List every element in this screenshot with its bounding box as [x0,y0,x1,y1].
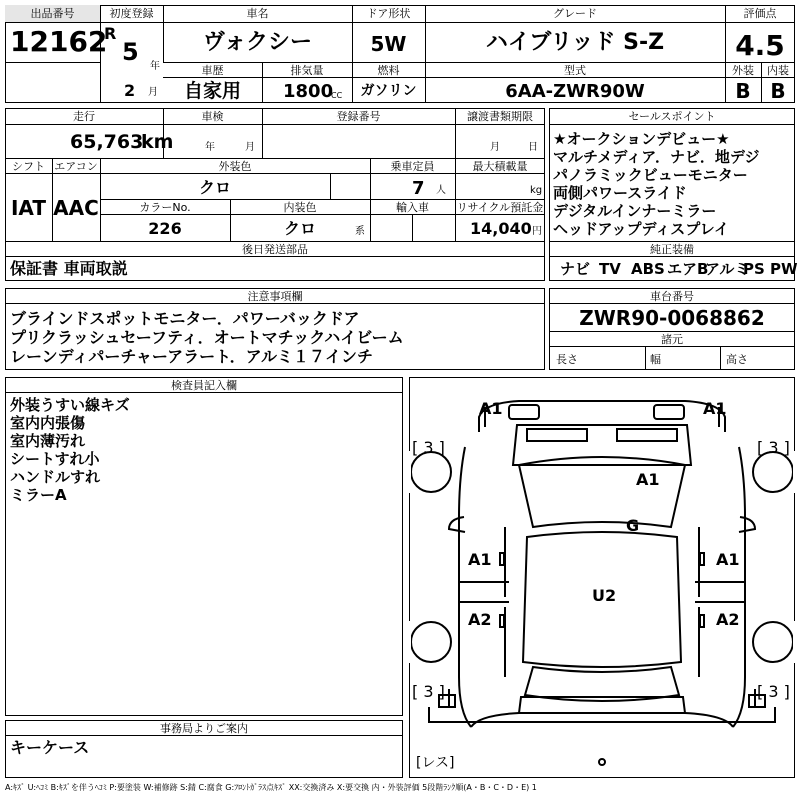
ext-color-label: 外装色 [218,160,252,173]
chassis-number: ZWR90-0068862 [579,306,765,330]
grade-label: グレード [553,7,597,20]
equipment-item: PW [770,260,798,278]
notes-label: 注意事項欄 [247,290,303,303]
transfer-day-unit: 日 [528,142,538,153]
capacity-label: 乗車定員 [390,160,435,173]
mileage-label: 走行 [73,110,95,123]
displacement-label: 排気量 [290,64,324,77]
equipment-item: エアB [667,260,709,278]
transfer-docs-label: 譲渡書類期限 [467,110,533,123]
shift: IAT [10,196,46,220]
office-label: 事務局よりご案内 [160,722,248,735]
inspection-label: 車検 [201,110,224,123]
notes-list [10,309,404,366]
capacity-unit: 人 [436,185,446,196]
sales-point: ★オークションデビュー★ [553,130,730,148]
inspector-line: 外装うすい線キズ [10,396,130,414]
legend: A:ｷｽﾞ U:ﾍｺﾐ B:ｷｽﾞを伴うﾍｺﾐ P:要塗装 W:補修跡 S:錆 C:腐食 G:ﾌﾛﾝﾄｶﾞﾗｽ点ｷｽﾞ XX:交換済み X:要交換 内・外装評価 5段階ﾗﾝｸ順(A・B・C・D・E) 1 [5,783,537,792]
int-color-label: 内装色 [283,201,317,214]
height-label: 高さ [726,353,748,366]
displacement-unit: CC [331,91,343,100]
shift-label: シフト [12,160,45,173]
color-no: 226 [148,219,182,238]
doors: 5W [370,32,407,56]
int-color: クロ [283,219,316,238]
inspector-line: 室内内張傷 [10,414,86,432]
equipment-item: アルミ [705,260,750,278]
interior-grade: B [770,79,786,103]
color-no-label: カラーNo. [139,201,191,214]
sales-point: パノラミックビューモニター [553,166,748,184]
inspector-line: ミラーA [10,486,67,504]
equipment-item: ナビ [560,260,591,278]
later-parts: 保証書 車両取説 [10,259,128,278]
lot-number-label: 出品番号 [30,7,75,20]
sales-point: ヘッドアップディスプレイ [553,220,729,238]
first-reg-label: 初度登録 [109,7,154,20]
model-code-label: 型式 [564,64,586,77]
damage-mark: U2 [592,586,617,605]
equipment-label: 純正装備 [650,243,694,256]
inspector-label: 検査員記入欄 [171,379,237,392]
era: R [104,24,117,43]
year-unit: 年 [150,61,160,72]
spare-label: [レス] [416,755,455,771]
equipment-item: ABS [631,260,665,278]
damage-mark: G [626,516,640,535]
history-label: 車歴 [201,64,224,77]
damage-mark: A1 [636,470,660,489]
damage-mark: A2 [468,610,492,629]
note-line: ブラインドスポットモニター．パワーバックドア [10,309,360,328]
recycle: 14,040 [470,219,532,238]
lot-number: 12162 [10,25,108,58]
damage-mark: A1 [716,550,740,569]
int-color-unit: 系 [355,226,365,237]
inspector-notes [10,396,130,504]
sales-point: マルチメディア．ナビ．地デジ [553,148,760,166]
car-diagram [409,377,795,778]
recycle-label: リサイクル預託金 [456,201,544,214]
note-line: レーンディパーチャーアラート．アルミ１７インチ [10,347,374,366]
tire-label: [ 3 ] [757,682,790,701]
exterior-grade: B [735,79,751,103]
grade: ハイブリッド S-Z [485,30,665,55]
score-label: 評価点 [743,7,777,20]
fuel: ガソリン [360,83,417,99]
note-line: プリクラッシュセーフティ．オートマチックハイビーム [10,328,404,347]
damage-mark: A2 [716,610,740,629]
mileage: 65,763 [70,131,144,153]
fuel-label: 燃料 [377,64,400,77]
max-load-label: 最大積載量 [472,160,528,173]
ac-label: エアコン [54,160,98,173]
reg-year: 5 [122,38,139,66]
tire-label: [ 3 ] [412,438,445,457]
sales-points-list [553,130,760,238]
office-text: キーケース [10,738,90,757]
doors-label: ドア形状 [366,7,411,20]
month-unit: 月 [148,87,158,98]
damage-mark: A1 [703,399,727,418]
chassis-label: 車台番号 [650,290,694,303]
damage-mark: A1 [468,550,492,569]
model-code: 6AA-ZWR90W [505,81,645,102]
max-load-unit: kg [530,185,543,196]
car-name: ヴォクシー [202,30,313,55]
score: 4.5 [735,29,785,62]
ext-color: クロ [198,178,231,197]
damage-mark: A1 [479,399,503,418]
ac: AAC [53,196,99,220]
transfer-month-unit: 月 [490,142,500,153]
inspector-line: 室内薄汚れ [10,432,86,450]
width-label: 幅 [650,353,661,366]
history: 自家用 [183,80,241,102]
equipment-item: PS [743,260,765,278]
length-label: 長さ [556,353,578,366]
inspector-line: ハンドルすれ [10,468,101,486]
equipment-item: TV [599,260,621,278]
import-label: 輸入車 [396,201,429,214]
inspector-line: シートすれ小 [10,450,100,468]
inspection-month-unit: 月 [245,142,255,153]
tire-label: [ 3 ] [757,438,790,457]
car-name-label: 車名 [246,7,269,20]
dims-label: 諸元 [661,333,683,346]
reg-month: 2 [124,81,136,100]
reg-number-label: 登録番号 [336,110,381,123]
inspection-year-unit: 年 [205,142,215,153]
capacity: 7 [412,178,425,199]
recycle-unit: 円 [532,226,542,237]
sales-points-label: セールスポイント [628,110,716,123]
displacement: 1800 [283,81,334,102]
sales-point: デジタルインナーミラー [553,202,717,220]
tire-label: [ 3 ] [412,682,445,701]
interior-label: 内装 [767,64,789,77]
later-parts-label: 後日発送部品 [242,243,308,256]
sales-point: 両側パワースライド [553,184,687,202]
exterior-label: 外装 [732,64,754,77]
mileage-unit: km [141,131,174,153]
